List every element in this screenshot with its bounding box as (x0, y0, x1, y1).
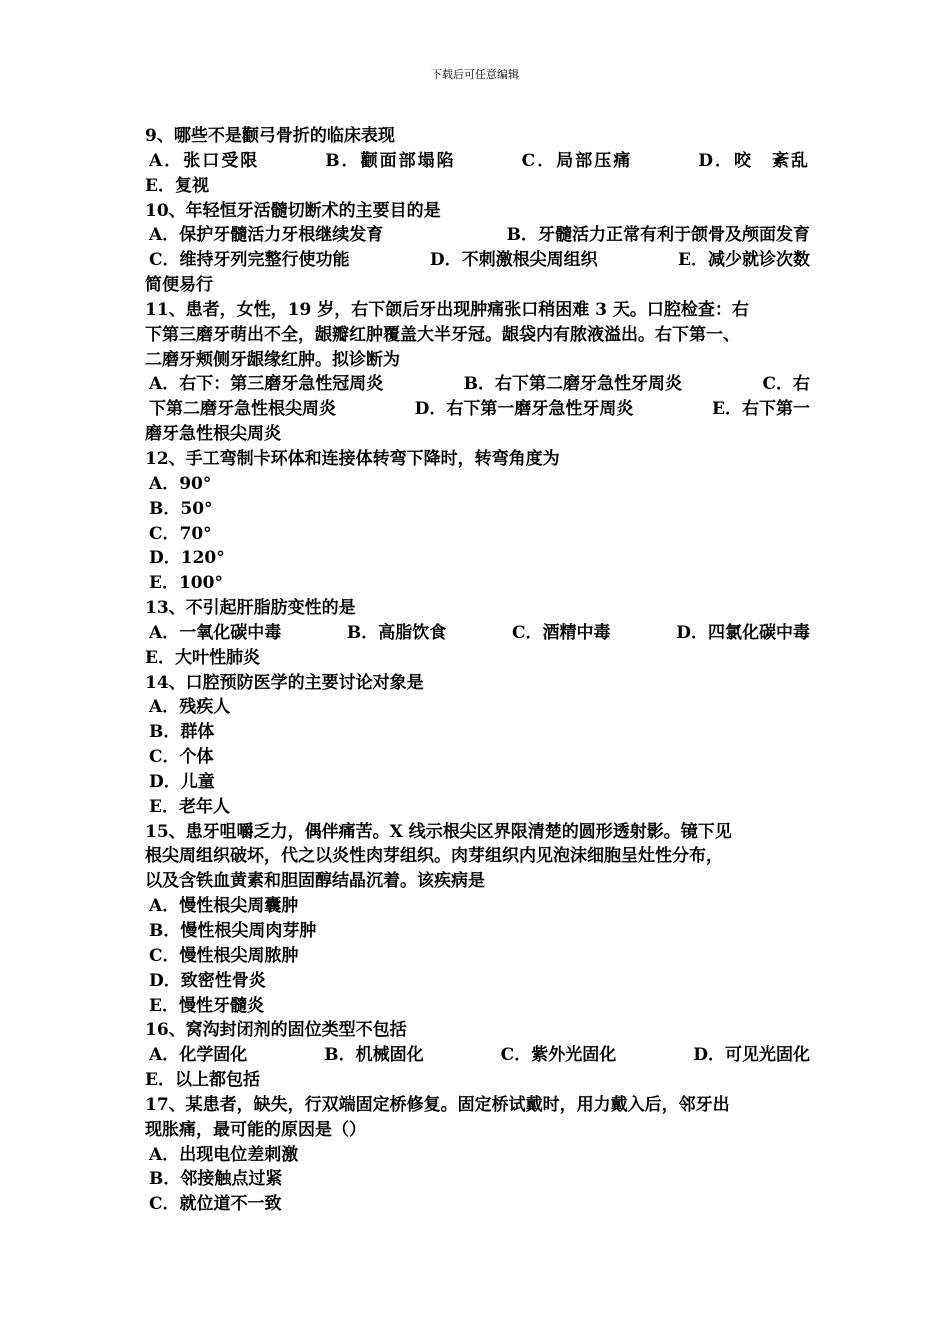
text-line: 磨牙急性根尖周炎 (145, 424, 281, 445)
option-text: B．高脂饮食 (346, 622, 447, 643)
option-row (145, 372, 810, 397)
text-line: C．个体 (149, 747, 214, 768)
question-text: 11、患者，女性，19 岁，右下颌后牙出现肿痛张口稍困难 3 天。口腔检查：右 (145, 299, 749, 320)
text-line: 根尖周组织破坏，代之以炎性肉芽组织。肉芽组织内见泡沫细胞呈灶性分布， (145, 846, 723, 867)
option-text: B．机械固化 (324, 1045, 424, 1066)
question-text: 16、窝沟封闭剂的固位类型不包括 (145, 1020, 407, 1041)
question-text: 9、哪些不是颧弓骨折的临床表现 (145, 126, 395, 146)
option-text: D．四氯化碳中毒 (676, 622, 810, 643)
option-text: D．可见光固化 (693, 1045, 810, 1066)
text-line: B．50° (149, 498, 213, 519)
document-body (145, 124, 820, 1217)
text-line: 二磨牙颊侧牙龈缘红肿。拟诊断为 (145, 349, 400, 370)
text-line: 简便易行 (145, 275, 213, 296)
text-line: E．大叶性肺炎 (145, 647, 260, 668)
text-line: C．就位道不一致 (149, 1194, 282, 1215)
text-line: B．邻接触点过紧 (149, 1169, 283, 1190)
option-text: C．局部压痛 (521, 150, 633, 171)
option-text: D．不刺激根尖周组织 (429, 250, 598, 271)
text-line: D．120° (149, 548, 225, 569)
option-row (145, 397, 810, 422)
option-row (145, 621, 810, 646)
text-line: A．出现电位差刺激 (149, 1144, 299, 1165)
text-line: E．慢性牙髓炎 (149, 995, 264, 1016)
text-line: B．慢性根尖周肉芽肿 (149, 921, 317, 941)
option-text: A．一氧化碳中毒 (149, 622, 282, 643)
option-row (145, 223, 810, 248)
option-text: D．咬 紊乱 (698, 150, 810, 171)
option-text: 下第二磨牙急性根尖周炎 (149, 399, 336, 420)
text-line: C．慢性根尖周脓肿 (149, 945, 299, 966)
text-line: E．以上都包括 (145, 1070, 260, 1091)
option-text: A．张口受限 (149, 150, 260, 171)
text-line: E．复视 (145, 175, 209, 196)
page-header: 下载后可任意编辑 (431, 68, 519, 81)
option-row (145, 149, 810, 174)
text-line: C．70° (149, 523, 212, 544)
text-line: B．群体 (149, 722, 215, 743)
question-text: 12、手工弯制卡环体和连接体转弯下降时，转弯角度为 (145, 448, 560, 469)
option-row (145, 1043, 810, 1068)
text-line: A．慢性根尖周囊肿 (149, 896, 299, 917)
text-line: D．儿童 (149, 771, 215, 792)
option-text: E．右下第一 (712, 399, 810, 420)
option-text: A．右下：第三磨牙急性冠周炎 (149, 374, 384, 395)
text-line: A．残疾人 (149, 697, 231, 718)
option-text: A．保护牙髓活力牙根继续发育 (149, 225, 384, 246)
option-row (145, 248, 810, 273)
option-text: C．紫外光固化 (500, 1045, 617, 1066)
question-text: 17、某患者，缺失，行双端固定桥修复。固定桥试戴时，用力戴入后，邻牙出 (145, 1094, 730, 1115)
text-line: 下第三磨牙萌出不全，龈瓣红肿覆盖大半牙冠。龈袋内有脓液溢出。右下第一、 (145, 324, 740, 345)
text-line: 以及含铁血黄素和胆固醇结晶沉着。该疾病是 (145, 871, 485, 892)
option-text: D．右下第一磨牙急性牙周炎 (414, 399, 634, 420)
text-line: D．致密性骨炎 (149, 970, 266, 991)
option-text: E．减少就诊次数 (678, 250, 810, 271)
option-text: C．酒精中毒 (511, 622, 611, 643)
question-text: 10、年轻恒牙活髓切断术的主要目的是 (145, 200, 441, 221)
text-line: A．90° (149, 473, 212, 494)
option-text: B．牙髓活力正常有利于颌骨及颅面发育 (506, 225, 810, 246)
option-text: A．化学固化 (149, 1045, 248, 1066)
text-line: E．老年人 (149, 796, 230, 817)
text-line: E．100° (149, 573, 223, 594)
option-text: B．右下第二磨牙急性牙周炎 (463, 374, 683, 395)
option-text: C．右 (762, 374, 810, 395)
option-text: C．维持牙列完整行使功能 (149, 250, 350, 271)
text-line: 现胀痛，最可能的原因是（） (145, 1119, 366, 1140)
option-text: B．颧面部塌陷 (325, 150, 456, 171)
question-text: 15、患牙咀嚼乏力，偶伴痛苦。X 线示根尖区界限清楚的圆形透射影。镜下见 (145, 821, 732, 842)
question-text: 14、口腔预防医学的主要讨论对象是 (145, 672, 424, 693)
question-text: 13、不引起肝脂肪变性的是 (145, 598, 356, 619)
